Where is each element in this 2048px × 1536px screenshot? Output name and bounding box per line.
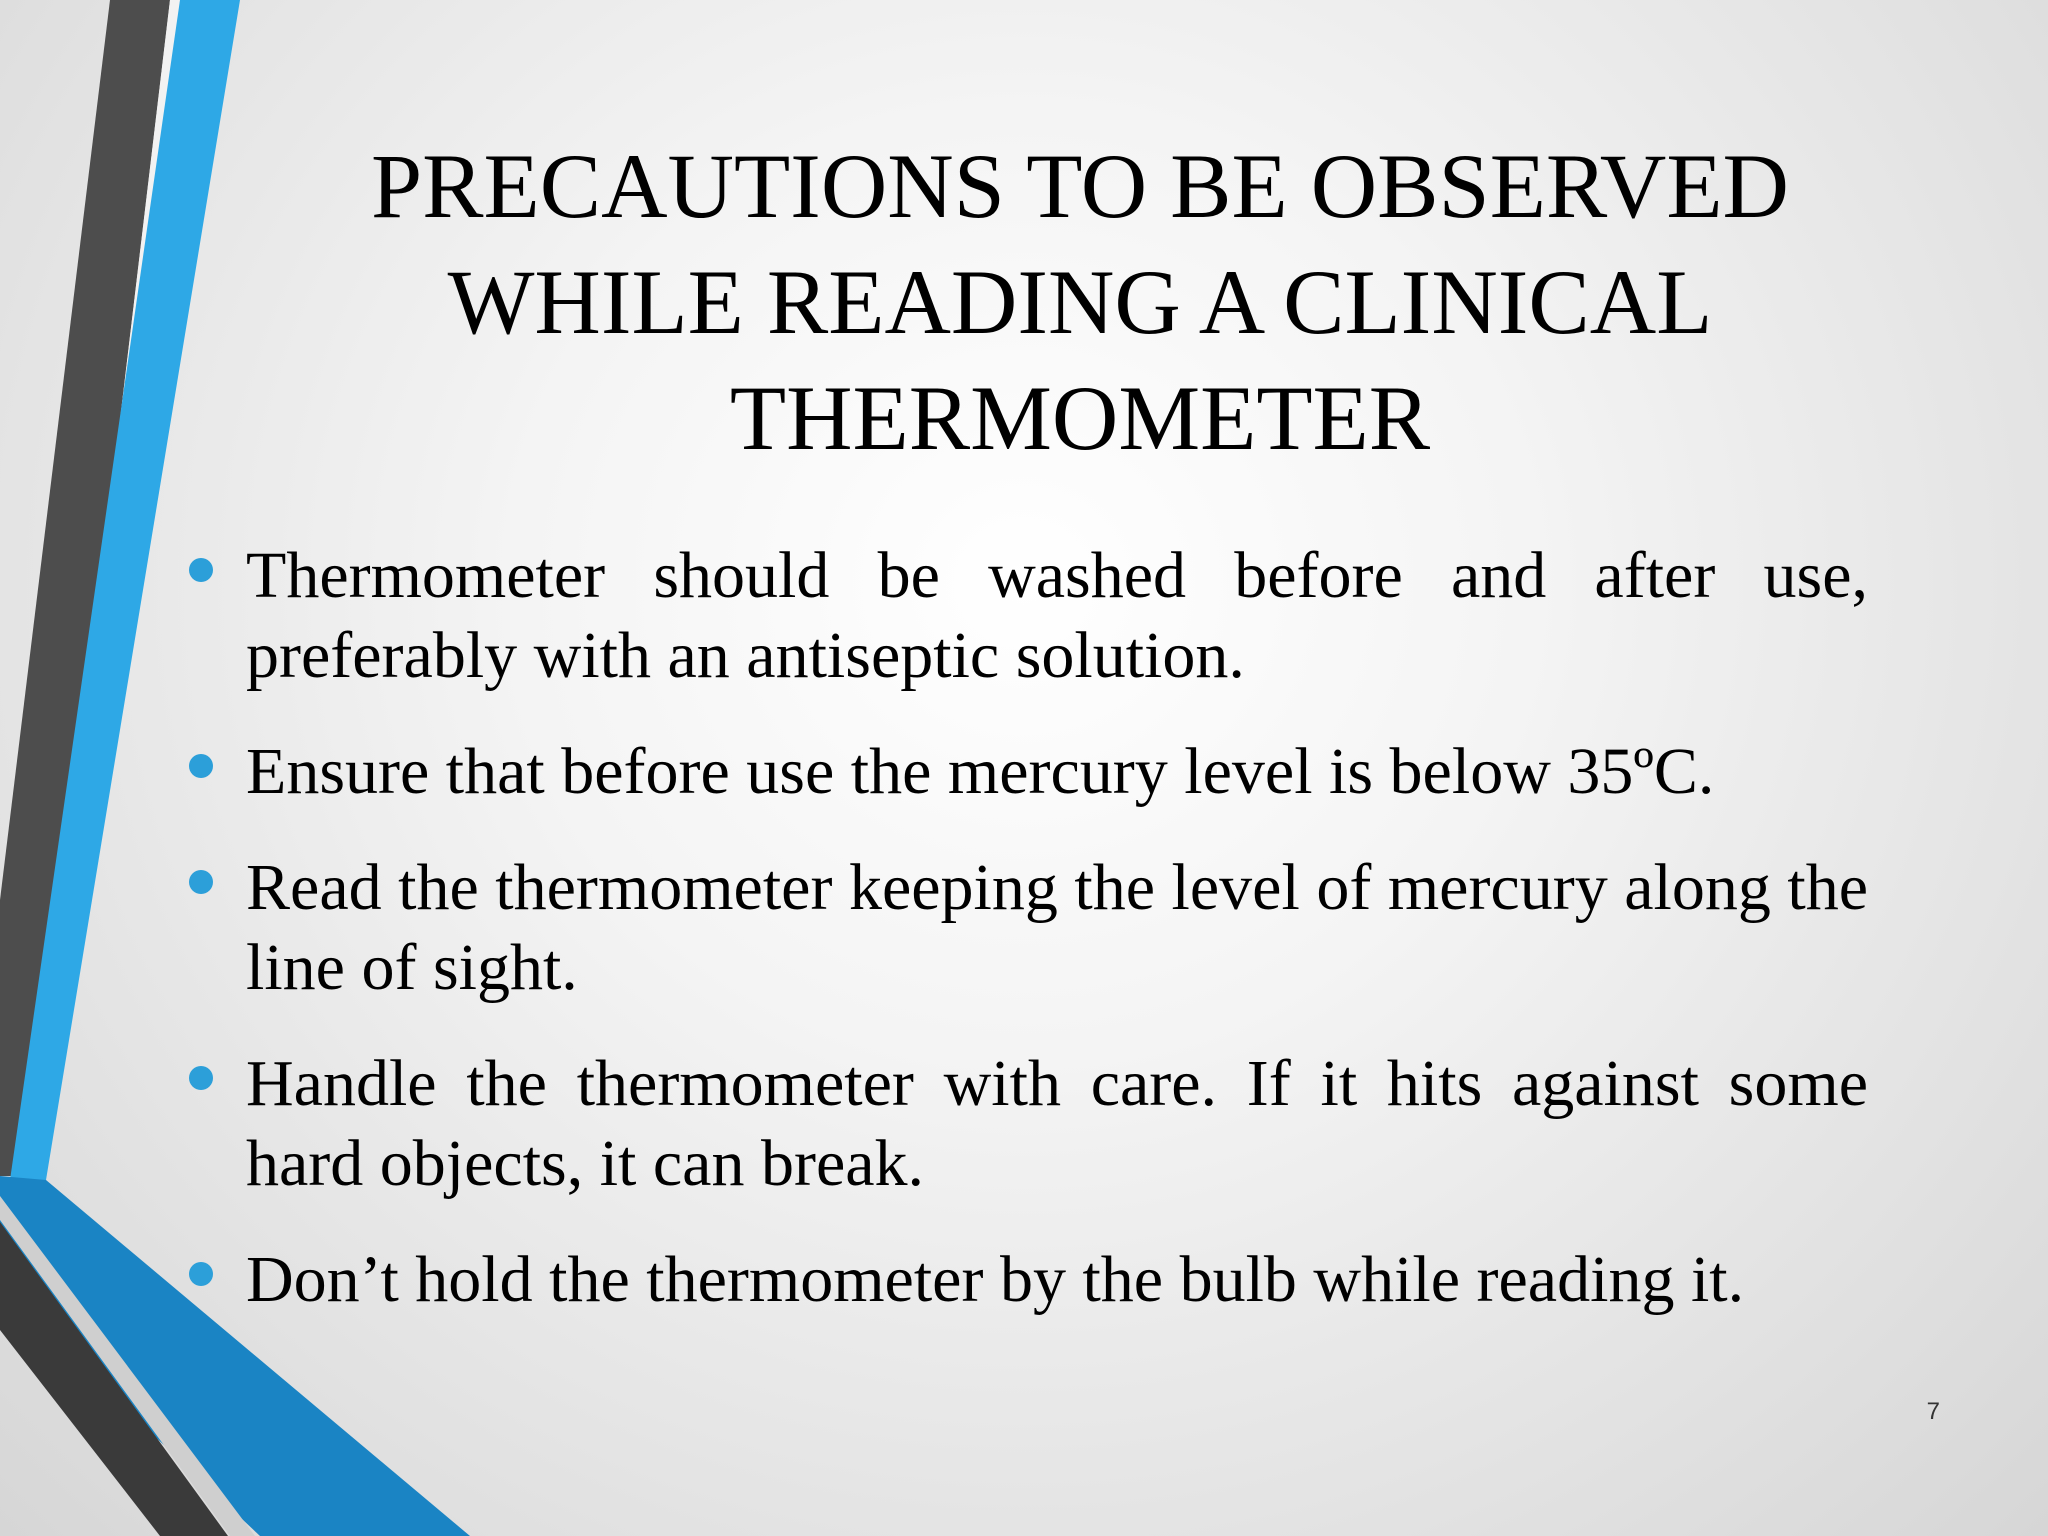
slide-title — [300, 128, 1860, 476]
bullet-text: Read the thermometer keeping the level of mercury along the line of sight. — [246, 851, 1868, 1004]
dark-gray-stripe — [0, 0, 170, 1176]
bullet-dot-icon — [189, 558, 213, 582]
title-line: THERMOMETER — [729, 367, 1431, 469]
bullet-item — [178, 1044, 1868, 1204]
bullet-item — [178, 1240, 1868, 1320]
bullet-dot-icon — [189, 754, 213, 778]
bullet-text: Handle the thermometer with care. If it hits against some hard objects, it can break. — [246, 1047, 1868, 1200]
bullet-text: Ensure that before use the mercury level is below 35ºC. — [246, 735, 1715, 808]
bullet-item — [178, 732, 1868, 812]
bullet-text: Thermometer should be washed before and after use, preferably with an antiseptic solution. — [246, 539, 1868, 692]
bullet-item — [178, 848, 1868, 1008]
bullet-dot-icon — [189, 1066, 213, 1090]
title-line: WHILE READING A CLINICAL — [447, 251, 1713, 353]
bullet-list — [178, 536, 1868, 1356]
slide-number: 7 — [1926, 1398, 1940, 1425]
title-line: PRECAUTIONS TO BE OBSERVED — [371, 135, 1789, 237]
bullet-dot-icon — [189, 870, 213, 894]
bullet-text: Don’t hold the thermometer by the bulb while reading it. — [246, 1243, 1745, 1316]
bullet-item — [178, 536, 1868, 696]
bullet-dot-icon — [189, 1262, 213, 1286]
